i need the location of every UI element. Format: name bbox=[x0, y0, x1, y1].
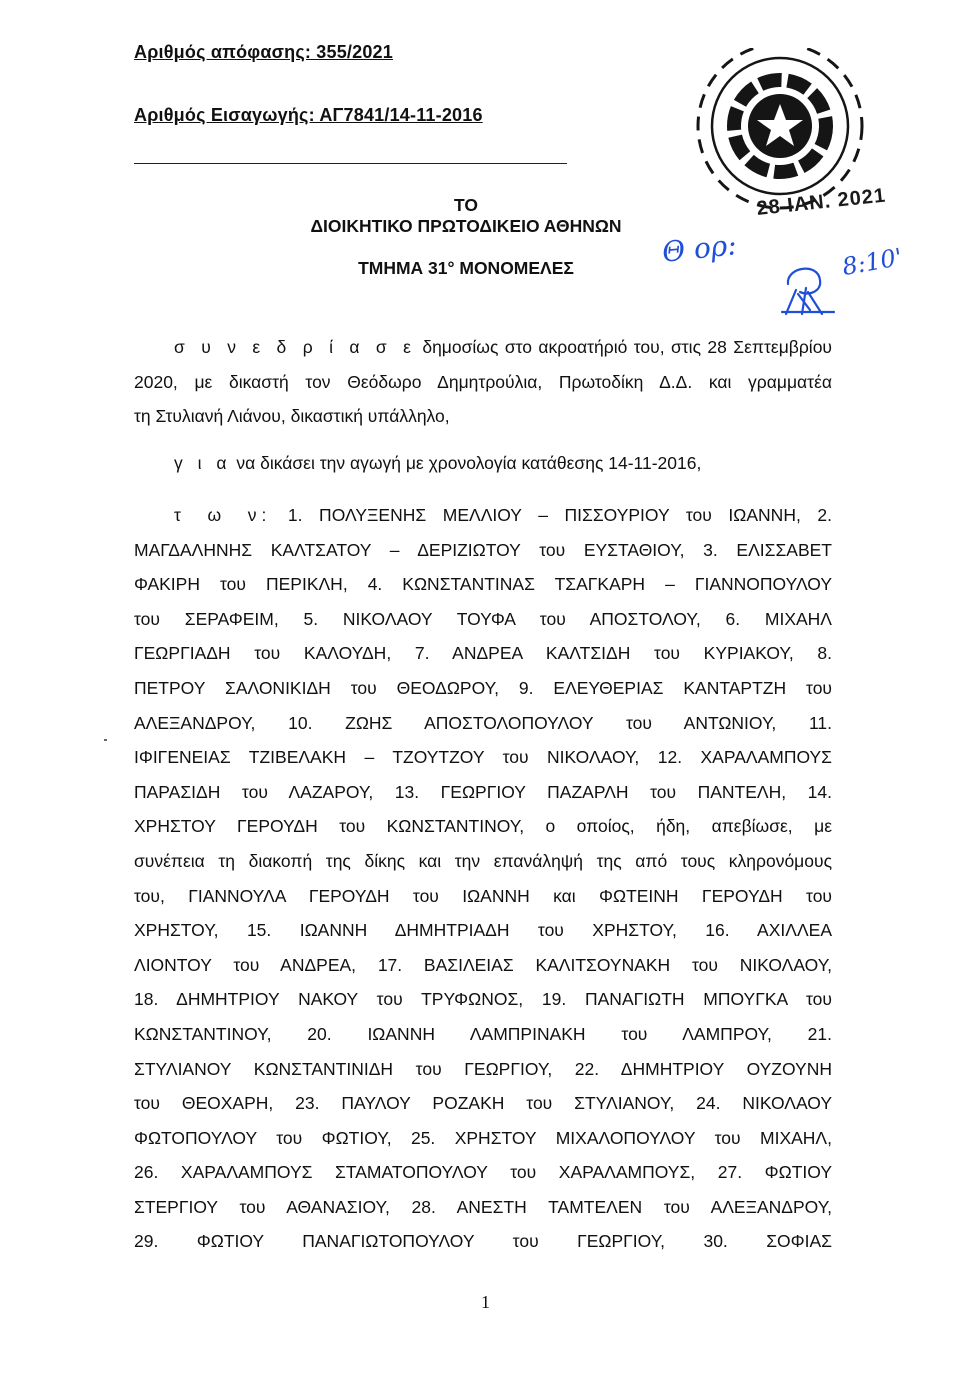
paragraph-session-line: 2020, με δικαστή τον Θεόδωρο Δημητρούλια, Πρωτοδίκη Δ.Δ. και γραμματέα bbox=[134, 371, 832, 392]
plaintiffs-line: του, ΓΙΑΝΝΟΥΛΑ ΓΕΡΟΥΔΗ του ΙΩΑΝΝΗ και ΦΩΤΕΙΝΗ ΓΕΡΟΥΔΗ του bbox=[134, 885, 832, 906]
plaintiffs-line: του ΣΕΡΑΦΕΙΜ, 5. ΝΙΚΟΛΑΟΥ ΤΟΥΦΑ του ΑΠΟΣΤΟΛΟΥ, 6. ΜΙΧΑΗΛ bbox=[134, 608, 832, 629]
entry-number: Αριθμός Εισαγωγής: ΑΓ7841/14-11-2016 bbox=[134, 105, 483, 125]
handwritten-label: Θ ορ: bbox=[660, 228, 739, 269]
plaintiffs-line: τ ω ν: 1. ΠΟΛΥΞΕΝΗΣ ΜΕΛΛΙΟΥ – ΠΙΣΣΟΥΡΙΟΥ του ΙΩΑΝΝΗ, 2. bbox=[174, 505, 832, 525]
scan-speck bbox=[104, 739, 107, 741]
plaintiffs-line: ΦΑΚΙΡΗ του ΠΕΡΙΚΛΗ, 4. ΚΩΝΣΤΑΝΤΙΝΑΣ ΤΣΑΓΚΑΡΗ – ΓΙΑΝΝΟΠΟΥΛΟΥ bbox=[134, 574, 832, 595]
plaintiffs-line: ΙΦΙΓΕΝΕΙΑΣ ΤΖΙΒΕΛΑΚΗ – ΤΖΟΥΤΖΟΥ του ΝΙΚΟΛΑΟΥ, 12. ΧΑΡΑΛΑΜΠΟΥΣ bbox=[134, 747, 832, 768]
paragraph-purpose bbox=[134, 446, 832, 481]
plaintiffs-line: ΠΕΤΡΟΥ ΣΑΛΟΝΙΚΙΔΗ του ΘΕΟΔΩΡΟΥ, 9. ΕΛΕΥΘΕΡΙΑΣ ΚΑΝΤΑΡΤΖΗ του bbox=[134, 677, 832, 698]
plaintiffs-line: ΣΤΕΡΓΙΟΥ του ΑΘΑΝΑΣΙΟΥ, 28. ΑΝΕΣΤΗ ΤΑΜΤΕΛΕΝ του ΑΛΕΞΑΝΔΡΟΥ, bbox=[134, 1196, 832, 1217]
court-article: ΤΟ bbox=[454, 195, 478, 215]
plaintiffs-line: ΓΕΩΡΓΙΑΔΗ του ΚΑΛΟΥΔΗ, 7. ΑΝΔΡΕΑ ΚΑΛΤΣΙΔΗ του ΚΥΡΙΑΚΟΥ, 8. bbox=[134, 643, 832, 664]
court-name: ΔΙΟΙΚΗΤΙΚΟ ΠΡΩΤΟΔΙΚΕΙΟ ΑΘΗΝΩΝ bbox=[310, 216, 622, 236]
paragraph-session bbox=[134, 330, 832, 434]
plaintiffs-line: ΛΙΟΝΤΟΥ του ΑΝΔΡΕΑ, 17. ΒΑΣΙΛΕΙΑΣ ΚΑΛΙΤΣΟΥΝΑΚΗ του ΝΙΚΟΛΑΟΥ, bbox=[134, 954, 832, 975]
plaintiffs-line: 26. ΧΑΡΑΛΑΜΠΟΥΣ ΣΤΑΜΑΤΟΠΟΥΛΟΥ του ΧΑΡΑΛΑΜΠΟΥΣ, 27. ΦΩΤΙΟΥ bbox=[134, 1162, 832, 1183]
plaintiffs-line: ΧΡΗΣΤΟΥ, 15. ΙΩΑΝΝΗ ΔΗΜΗΤΡΙΑΔΗ του ΧΡΗΣΤΟΥ, 16. ΑΧΙΛΛΕΑ bbox=[134, 920, 832, 941]
handwritten-time: 8:10' bbox=[840, 242, 905, 282]
plaintiffs-line: ΜΑΓΔΑΛΗΝΗΣ ΚΑΛΤΣΑΤΟΥ – ΔΕΡΙΖΙΩΤΟΥ του ΕΥΣΤΑΘΙΟΥ, 3. ΕΛΙΣΣΑΒΕΤ bbox=[134, 539, 832, 560]
plaintiffs-line: ΑΛΕΞΑΝΔΡΟΥ, 10. ΖΩΗΣ ΑΠΟΣΤΟΛΟΠΟΥΛΟΥ του ΑΝΤΩΝΙΟΥ, 11. bbox=[134, 712, 832, 733]
spaced-keyword: γ ι α bbox=[174, 453, 232, 473]
plaintiffs-line: ΦΩΤΟΠΟΥΛΟΥ του ΦΩΤΙΟΥ, 25. ΧΡΗΣΤΟΥ ΜΙΧΑΛΟΠΟΥΛΟΥ του ΜΙΧΑΗΛ, bbox=[134, 1127, 832, 1148]
paragraph-purpose-line: γ ι α να δικάσει την αγωγή με χρονολογία κατάθεσης 14-11-2016, bbox=[174, 453, 702, 473]
plaintiffs-line: ΚΩΝΣΤΑΝΤΙΝΟΥ, 20. ΙΩΑΝΝΗ ΛΑΜΠΡΙΝΑΚΗ του ΛΑΜΠΡΟΥ, 21. bbox=[134, 1023, 832, 1044]
spaced-keyword: σ υ ν ε δ ρ ί α σ ε bbox=[174, 337, 416, 357]
handwritten-signature bbox=[778, 262, 838, 317]
spaced-keyword: τ ω ν: bbox=[174, 505, 272, 525]
stamp-date: 28 ΙΑΝ. 2021 bbox=[755, 184, 888, 221]
plaintiffs-line: ΣΤΥΛΙΑΝΟΥ ΚΩΝΣΤΑΝΤΙΝΙΔΗ του ΓΕΩΡΓΙΟΥ, 22. ΔΗΜΗΤΡΙΟΥ ΟΥΖΟΥΝΗ bbox=[134, 1058, 832, 1079]
plaintiffs-line: 29. ΦΩΤΙΟΥ ΠΑΝΑΓΙΩΤΟΠΟΥΛΟΥ του ΓΕΩΡΓΙΟΥ, 30. ΣΟΦΙΑΣ bbox=[134, 1231, 832, 1252]
header-divider bbox=[134, 163, 567, 164]
court-section: ΤΜΗΜΑ 31° ΜΟΝΟΜΕΛΕΣ bbox=[358, 258, 574, 278]
paragraph-session-line: σ υ ν ε δ ρ ί α σ ε δημοσίως στο ακροατήριό του, στις 28 Σεπτεμβρίου bbox=[174, 337, 832, 357]
paragraph-plaintiffs bbox=[134, 498, 832, 1259]
page-number: 1 bbox=[481, 1292, 490, 1312]
plaintiffs-line: συνέπεια τη διακοπή της δίκης και την επανάληψή της από τους κληρονόμους bbox=[134, 850, 832, 871]
plaintiffs-line: ΠΑΡΑΣΙΔΗ του ΛΑΖΑΡΟΥ, 13. ΓΕΩΡΓΙΟΥ ΠΑΖΑΡΛΗ του ΠΑΝΤΕΛΗ, 14. bbox=[134, 781, 832, 802]
plaintiffs-line: ΧΡΗΣΤΟΥ ΓΕΡΟΥΔΗ του ΚΩΝΣΤΑΝΤΙΝΟΥ, ο οποίος, ήδη, απεβίωσε, με bbox=[134, 816, 832, 837]
plaintiffs-line: 18. ΔΗΜΗΤΡΙΟΥ ΝΑΚΟΥ του ΤΡΥΦΩΝΟΣ, 19. ΠΑΝΑΓΙΩΤΗ ΜΠΟΥΓΚΑ του bbox=[134, 989, 832, 1010]
paragraph-session-line: τη Στυλιανή Λιάνου, δικαστική υπάλληλο, bbox=[134, 406, 450, 427]
plaintiffs-line: του ΘΕΟΧΑΡΗ, 23. ΠΑΥΛΟΥ ΡΟΖΑΚΗ του ΣΤΥΛΙΑΝΟΥ, 24. ΝΙΚΟΛΑΟΥ bbox=[134, 1093, 832, 1114]
decision-number: Αριθμός απόφασης: 355/2021 bbox=[134, 42, 393, 62]
